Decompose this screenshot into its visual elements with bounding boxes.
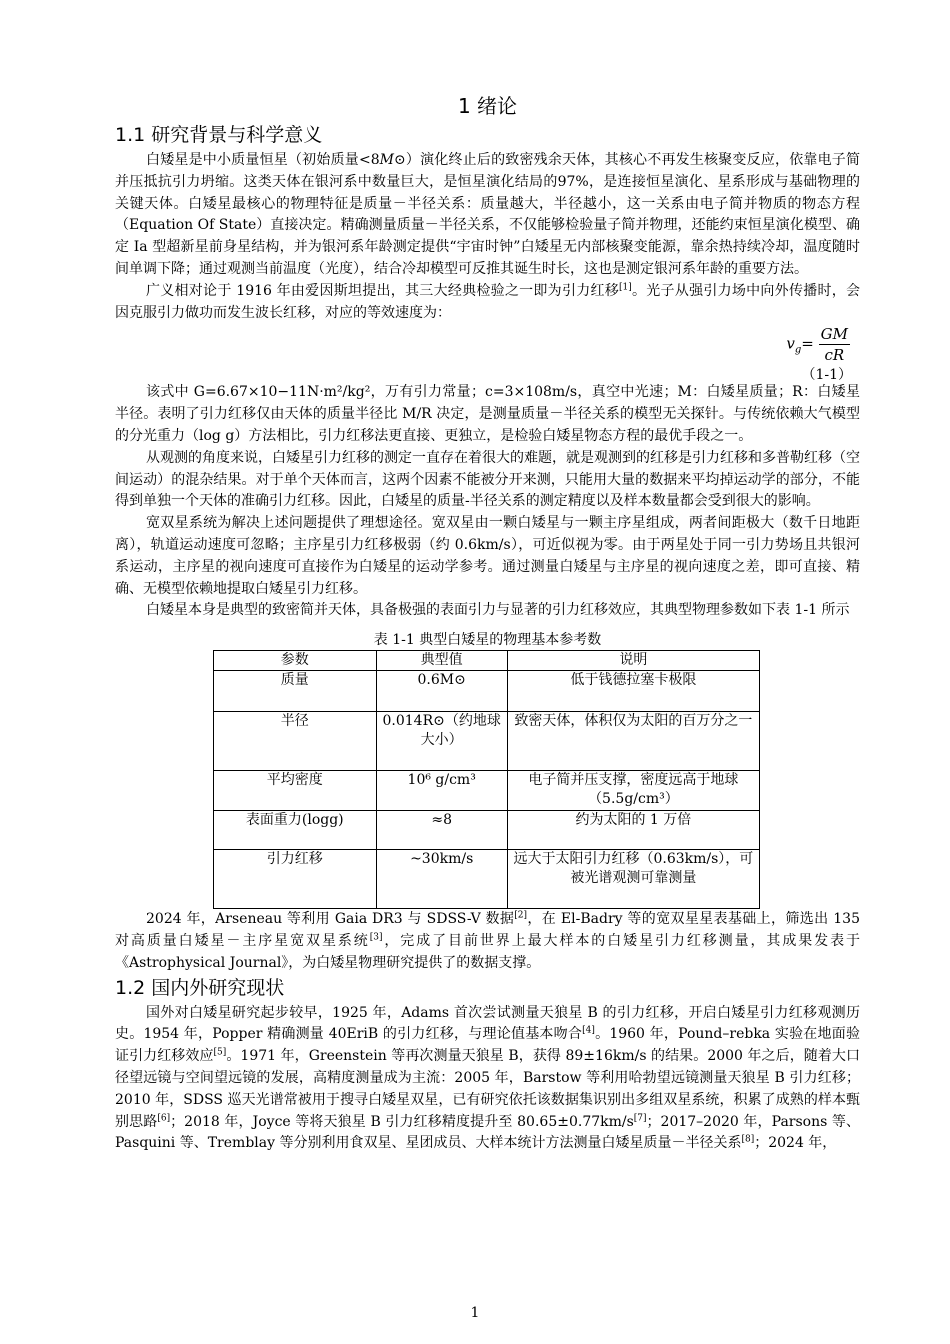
p8-text-a: 国外对白矮星研究起步较早，1925 年，Adams 首次尝试测量天狼星 B 的引力红移，开启白矮星引力红移观测历史。1954 年，Popper 精确测量 40EriB 的引力红移，与理论值基本吻合 (115, 1004, 860, 1043)
equation-fraction (819, 324, 850, 365)
parameter-table (213, 650, 760, 909)
table-cell-value: 10⁶ g/cm³ (376, 771, 507, 811)
table-cell-desc: 远大于太阳引力红移（0.63km/s），可被光谱观测可靠测量 (507, 850, 759, 909)
paragraph-typical-parameters: 白矮星本身是典型的致密简并天体，具备极强的表面引力与显著的引力红移效应，其典型物理参数如下表 1-1 所示 (146, 602, 850, 619)
equation-expression (786, 324, 850, 365)
table-row (214, 712, 760, 771)
page-content (115, 92, 860, 1155)
citation-6: [6] (157, 1112, 171, 1123)
table-header-cell: 参数 (214, 651, 377, 671)
table-header-cell: 说明 (507, 651, 759, 671)
paragraph-formula-explanation: 该式中 G=6.67×10−11N·m²/kg²，万有引力常量；c=3×108m/s，真空中光速；M：白矮星质量；R：白矮星半径。表明了引力红移仅由天体的质量半径比 M/R 决定，是测量质量－半径关系的模型无关探针。与传统依赖大气模型的分光重力（log g）方法相比，引力红移法更直接、更独立，是检验白矮星物态方程的最优手段之一。 (115, 384, 860, 444)
page-number: 1 (470, 1305, 480, 1321)
citation-1: [1] (619, 282, 632, 293)
citation-4: [4] (582, 1025, 595, 1036)
citation-2: [2] (514, 910, 528, 921)
chapter-title: 1 绪论 (457, 94, 518, 118)
p1-text-a: 白矮星是中小质量恒星（初始质量<8 (146, 152, 380, 168)
table-cell-desc: 电子简并压支撑，密度远高于地球（5.5g/cm³） (507, 771, 759, 811)
solar-mass-symbol: M⊙ (379, 152, 406, 168)
p1-text-b: ）演化终止后的致密残余天体，其核心不再发生核聚变反应，依靠电子简并压抵抗引力坍缩。这类天体在银河系中数量巨大，是恒星演化结局的97%，是连接恒星演化、星系形成与基础物理的关键天体。白矮星最核心的物理特征是质量－半径关系：质量越大，半径越小，这一关系由电子简并物质的物态方程（Equation Of State）直接决定。精确测量质量－半径关系，不仅能够检验量子简并物理，还能约束恒星演化模型、确定 Ia 型超新星前身星结构，并为银河系年龄测定提供“宇宙时钟”白矮星无内部核聚变能源，靠余热持续冷却，温度随时间单调下降；通过观测当前温度（光度），结合冷却模型可反推其诞生时长，这也是测定银河系年龄的重要方法。 (115, 152, 861, 277)
equation-numerator: GM (820, 325, 848, 344)
equation-equals: = (801, 334, 814, 353)
equation-1-1 (115, 324, 860, 382)
paragraph-white-dwarf-intro (115, 150, 860, 281)
p7-text-b: ，在 El-Badry 等的宽双星星表基础上，筛选出 135 对高质量白矮星－主序星宽双星系统 (115, 911, 860, 949)
p8-text-c: 。1971 年，Greenstein 等再次测量天狼星 B，获得 89±16km/s 的结果。2000 年之后，随着大口径望远镜与空间望远镜的发展，高精度测量成为主流：2005 年，Barstow 等利用哈勃望远镜测量天狼星 B 引力红移；2010 年，SDSS 巡天光谱常被用于搜寻白矮星双星，已有研究依托该数据集识别出多组双星系统，积累了成熟的样本甄别思路 (115, 1048, 860, 1130)
table-cell-param: 表面重力(logg) (214, 811, 377, 850)
equation-number: （1-1） (801, 367, 852, 384)
section-title-1-1: 1.1 研究背景与科学意义 (115, 124, 323, 146)
paragraph-gravitational-redshift (115, 281, 860, 325)
table-caption: 表 1-1 典型白矮星的物理基本参考数 (373, 632, 602, 649)
paragraph-research-history (115, 1003, 860, 1156)
table-header-row (214, 651, 760, 671)
citation-5: [5] (213, 1047, 227, 1058)
p2-text-b: 。光子从强引力场中向外传播时，会因克服引力做功而发生波长红移，对应的等效速度为： (115, 282, 861, 321)
table-row (214, 671, 760, 712)
citation-3: [3] (369, 932, 383, 943)
p8-text-e: ；2017–2020 年，Parsons 等、Pasquini 等、Tremblay 等分别利用食双星、星团成员、大样本统计方法测量白矮星质量－半径关系 (115, 1113, 861, 1152)
equation-lhs: v (786, 334, 795, 353)
table-row (214, 850, 760, 909)
table-cell-value: 0.6M⊙ (376, 671, 507, 712)
table-cell-value: ~30km/s (376, 850, 507, 909)
paragraph-observation-difficulty: 从观测的角度来说，白矮星引力红移的测定一直存在着很大的难题，就是观测到的红移是引力红移和多普勒红移（空间运动）的混杂结果。对于单个天体而言，这两个因素不能被分开来测，只能用大量的数据来平均掉运动学的部分，不能得到单独一个天体的准确引力红移。因此，白矮星的质量-半径关系的测定精度以及样本数量都会受到很大的影响。 (115, 449, 860, 510)
citation-8: [8] (741, 1134, 755, 1145)
equation-denominator: cR (824, 346, 845, 365)
table-cell-param: 质量 (214, 671, 377, 712)
p8-text-d: ；2018 年，Joyce 等将天狼星 B 引力红移精度提升至 80.65±0.77km/s (170, 1113, 634, 1130)
table-cell-value: 0.014R⊙（约地球大小） (376, 712, 507, 771)
table-header-cell: 典型值 (376, 651, 507, 671)
paragraph-wide-binaries: 宽双星系统为解决上述问题提供了理想途径。宽双星由一颗白矮星与一颗主序星组成，两者间距极大（数千日地距离），轨道运动速度可忽略；主序星引力红移极弱（约 0.6km/s），可近似视为零。由于两星处于同一引力势场且共银河系运动，主序星的视向速度可直接作为白矮星的运动学参考。通过测量白矮星与主序星的视向速度之差，即可直接、精确、无模型依赖地提取白矮星引力红移。 (115, 515, 860, 597)
p2-text-a: 广义相对论于 1916 年由爱因斯坦提出，其三大经典检验之一即为引力红移 (146, 282, 620, 299)
paragraph-arseneau-2024 (115, 909, 860, 974)
table-cell-param: 半径 (214, 712, 377, 771)
p7-text-a: 2024 年，Arseneau 等利用 Gaia DR3 与 SDSS-V 数据 (146, 911, 515, 928)
table-row (214, 771, 760, 811)
citation-7: [7] (633, 1112, 647, 1123)
table-cell-desc: 低于钱德拉塞卡极限 (507, 671, 759, 712)
table-cell-param: 引力红移 (214, 850, 377, 909)
p8-text-f: ；2024 年， (754, 1135, 837, 1152)
section-title-1-2: 1.2 国内外研究现状 (115, 976, 285, 999)
p8-text-b: 。1960 年，Pound–rebka 实验在地面验证引力红移效应 (115, 1026, 860, 1065)
equation-subscript: g (794, 344, 802, 356)
table-cell-desc: 约为太阳的 1 万倍 (507, 811, 759, 850)
table-row (214, 811, 760, 850)
p7-text-c: ，完成了目前世界上最大样本的白矮星引力红移测量，其成果发表于《Astrophysical Journal》，为白矮星物理研究提供了的数据支撑。 (115, 932, 861, 971)
table-cell-desc: 致密天体，体积仅为太阳的百万分之一 (507, 712, 759, 771)
table-cell-value: ≈8 (376, 811, 507, 850)
table-cell-param: 平均密度 (214, 771, 377, 811)
